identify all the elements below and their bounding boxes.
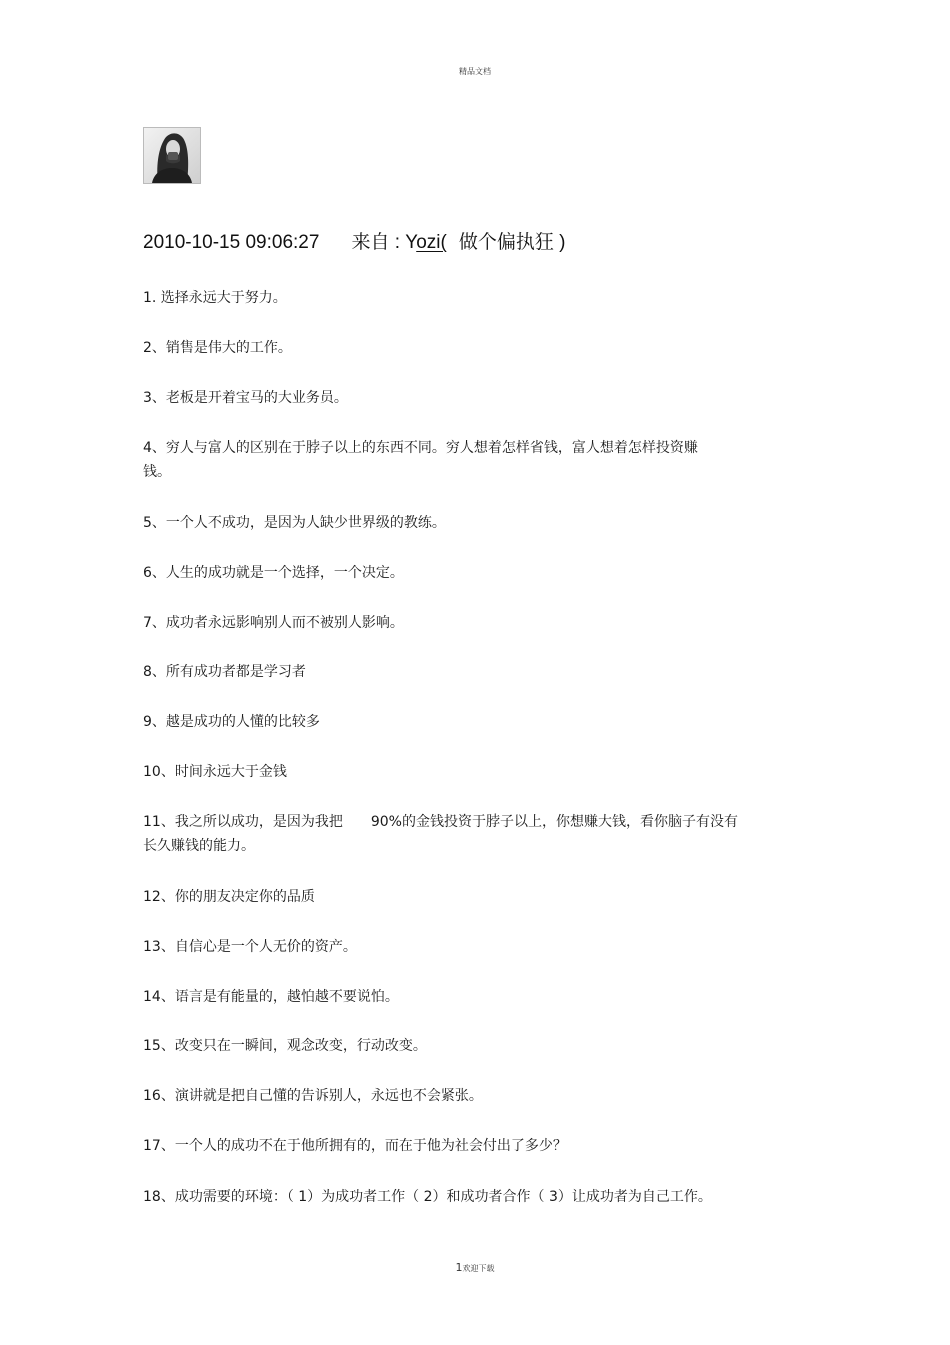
list-item bbox=[143, 660, 803, 684]
post-meta bbox=[143, 227, 565, 254]
list-item-text: 13、自信心是一个人无价的资产。 bbox=[143, 939, 357, 955]
footer-caption: 欢迎下载 bbox=[462, 1264, 495, 1273]
list-item bbox=[143, 611, 803, 635]
list-item bbox=[143, 386, 803, 410]
list-item bbox=[143, 561, 803, 585]
header-watermark: 精品文档 bbox=[459, 67, 491, 76]
list-item-text: 17、一个人的成功不在于他所拥有的，而在于他为社会付出了多少？ bbox=[143, 1138, 567, 1154]
post-timestamp: 2010-10-15 09:06:27 bbox=[143, 232, 320, 253]
list-item-text-tail: 90%的金钱投资于脖子以上，你想赚大钱，看你脑子有没有 bbox=[370, 814, 738, 830]
list-item-text: 8、所有成功者都是学习者 bbox=[143, 664, 306, 680]
list-item bbox=[143, 286, 803, 310]
list-item bbox=[143, 336, 803, 360]
user-prefix: Y bbox=[405, 232, 417, 253]
list-item-text: 10、时间永远大于金钱 bbox=[143, 764, 287, 780]
list-item bbox=[143, 1134, 803, 1158]
user-link[interactable]: ozi( bbox=[416, 232, 447, 253]
list-item-text: 18、成功需要的环境：（ 1）为成功者工作（ 2）和成功者合作（ 3）让成功者为自己工作。 bbox=[143, 1189, 712, 1205]
list-item bbox=[143, 1185, 803, 1209]
list-item bbox=[143, 760, 803, 784]
list-item bbox=[143, 985, 803, 1009]
list-item bbox=[143, 436, 803, 484]
list-item-text: 5、一个人不成功，是因为人缺少世界级的教练。 bbox=[143, 515, 446, 531]
list-item-text: 9、越是成功的人懂的比较多 bbox=[143, 714, 320, 730]
list-item-text: 6、人生的成功就是一个选择，一个决定。 bbox=[143, 565, 404, 581]
list-item-text: 11、我之所以成功，是因为我把 bbox=[143, 814, 343, 830]
avatar-photo bbox=[144, 128, 200, 183]
list-item-text: 12、你的朋友决定你的品质 bbox=[143, 889, 315, 905]
list-item bbox=[143, 810, 803, 858]
page-footer bbox=[0, 1261, 950, 1274]
list-item-text-continued: 长久赚钱的能力。 bbox=[143, 838, 255, 854]
page-number: 1 bbox=[455, 1261, 463, 1274]
from-label: 来自 : bbox=[351, 232, 406, 253]
list-item bbox=[143, 1034, 803, 1058]
list-item-text: 1. 选择永远大于努力。 bbox=[143, 290, 287, 306]
list-item-text: 3、老板是开着宝马的大业务员。 bbox=[143, 390, 348, 406]
list-item-text: 7、成功者永远影响别人而不被别人影响。 bbox=[143, 615, 404, 631]
list-item bbox=[143, 935, 803, 959]
list-item-text: 4、穷人与富人的区别在于脖子以上的东西不同。穷人想着怎样省钱，富人想着怎样投资赚 bbox=[143, 440, 698, 456]
list-item bbox=[143, 710, 803, 734]
list-item-text: 16、演讲就是把自己懂的告诉别人，永远也不会紧张。 bbox=[143, 1088, 483, 1104]
list-item-text-continued: 钱。 bbox=[143, 464, 171, 480]
avatar[interactable] bbox=[143, 127, 201, 184]
list-item bbox=[143, 885, 803, 909]
user-suffix: 做个偏执狂 ) bbox=[458, 232, 566, 253]
list-item-text: 14、语言是有能量的，越怕越不要说怕。 bbox=[143, 989, 399, 1005]
list-item-text: 15、改变只在一瞬间，观念改变，行动改变。 bbox=[143, 1038, 427, 1054]
list-item bbox=[143, 511, 803, 535]
list-item bbox=[143, 1084, 803, 1108]
list-item-text: 2、销售是伟大的工作。 bbox=[143, 340, 292, 356]
